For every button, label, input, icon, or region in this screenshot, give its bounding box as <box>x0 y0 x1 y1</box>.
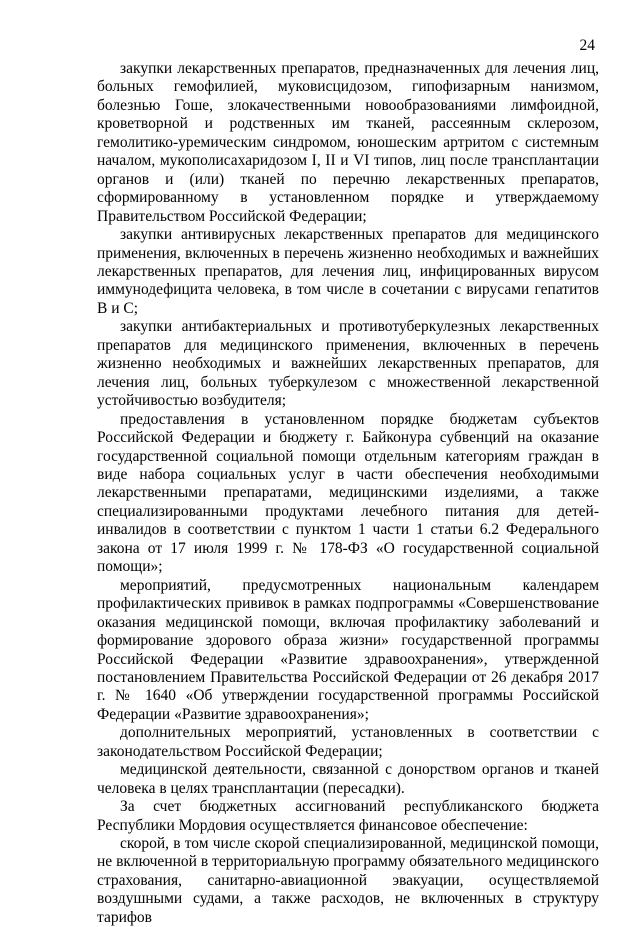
paragraph-vaccination-calendar: мероприятий, предусмотренных национальным календарем профилактических прививок в рамках подпрограммы «Совершенствование оказания медицинской помощи, включая профилактику заболеваний и формирование здорового образа жизни» государственной программы Российской Федерации «Развитие здравоохранения», утвержденной постановлением Правительства Российской Федерации от 26 декабря 2017 г. № 1640 «Об утверждении государственной программы Российской Федерации «Развитие здравоохранения»; <box>97 576 599 723</box>
paragraph-hemophilia-drugs: закупки лекарственных препаратов, предназначенных для лечения лиц, больных гемофилией, муковисцидозом, гипофизарным нанизмом, болезнью Гоше, злокачественными новообразованиями лимфоидной, кроветворной и родственных им тканей, рассеянным склерозом, гемолитико-уремическим синдромом, юношеским артритом с системным началом, мукополисахаридозом I, II и VI типов, лиц после трансплантации органов и (или) тканей по перечню лекарственных препаратов, сформированному в установленном порядке и утверждаемому Правительством Российской Федерации; <box>97 60 599 225</box>
paragraph-subventions: предоставления в установленном порядке бюджетам субъектов Российской Федерации и бюджету г. Байконура субвенций на оказание государственной социальной помощи отдельным категориям граждан в виде набора социальных услуг в части обеспечения необходимыми лекарственными препаратами, медицинскими изделиями, а также специализированными продуктами лечебного питания для детей-инвалидов в соответствии с пунктом 1 части 1 статьи 6.2 Федерального закона от 17 июля 1999 г. № 178-ФЗ «О государственной социальной помощи»; <box>97 410 599 576</box>
document-body <box>97 60 599 927</box>
paragraph-republican-budget: За счет бюджетных ассигнований республиканского бюджета Республики Мордовия осуществляется финансовое обеспечение: <box>97 798 599 834</box>
paragraph-antibacterial-drugs: закупки антибактериальных и противотуберкулезных лекарственных препаратов для медицинского применения, включенных в перечень жизненно необходимых и важнейших лекарственных препаратов, для лечения лиц, больных туберкулезом с множественной лекарственной устойчивостью возбудителя; <box>97 318 599 410</box>
paragraph-antiviral-drugs: закупки антивирусных лекарственных препаратов для медицинского применения, включенных в перечень жизненно необходимых и важнейших лекарственных препаратов, для лечения лиц, инфицированных вирусом иммунодефицита человека, в том числе в сочетании с вирусами гепатитов В и С; <box>97 226 599 317</box>
paragraph-emergency-care: скорой, в том числе скорой специализированной, медицинской помощи, не включенной в территориальную программу обязательного медицинского страхования, санитарно-авиационной эвакуации, осуществляемой воздушными судами, а также расходов, не включенных в структуру тарифов <box>97 835 599 926</box>
paragraph-organ-donation: медицинской деятельности, связанной с донорством органов и тканей человека в целях трансплантации (пересадки). <box>97 761 599 797</box>
page-number: 24 <box>579 37 595 54</box>
paragraph-additional-measures: дополнительных мероприятий, установленных в соответствии с законодательством Российской Федерации; <box>97 724 599 760</box>
